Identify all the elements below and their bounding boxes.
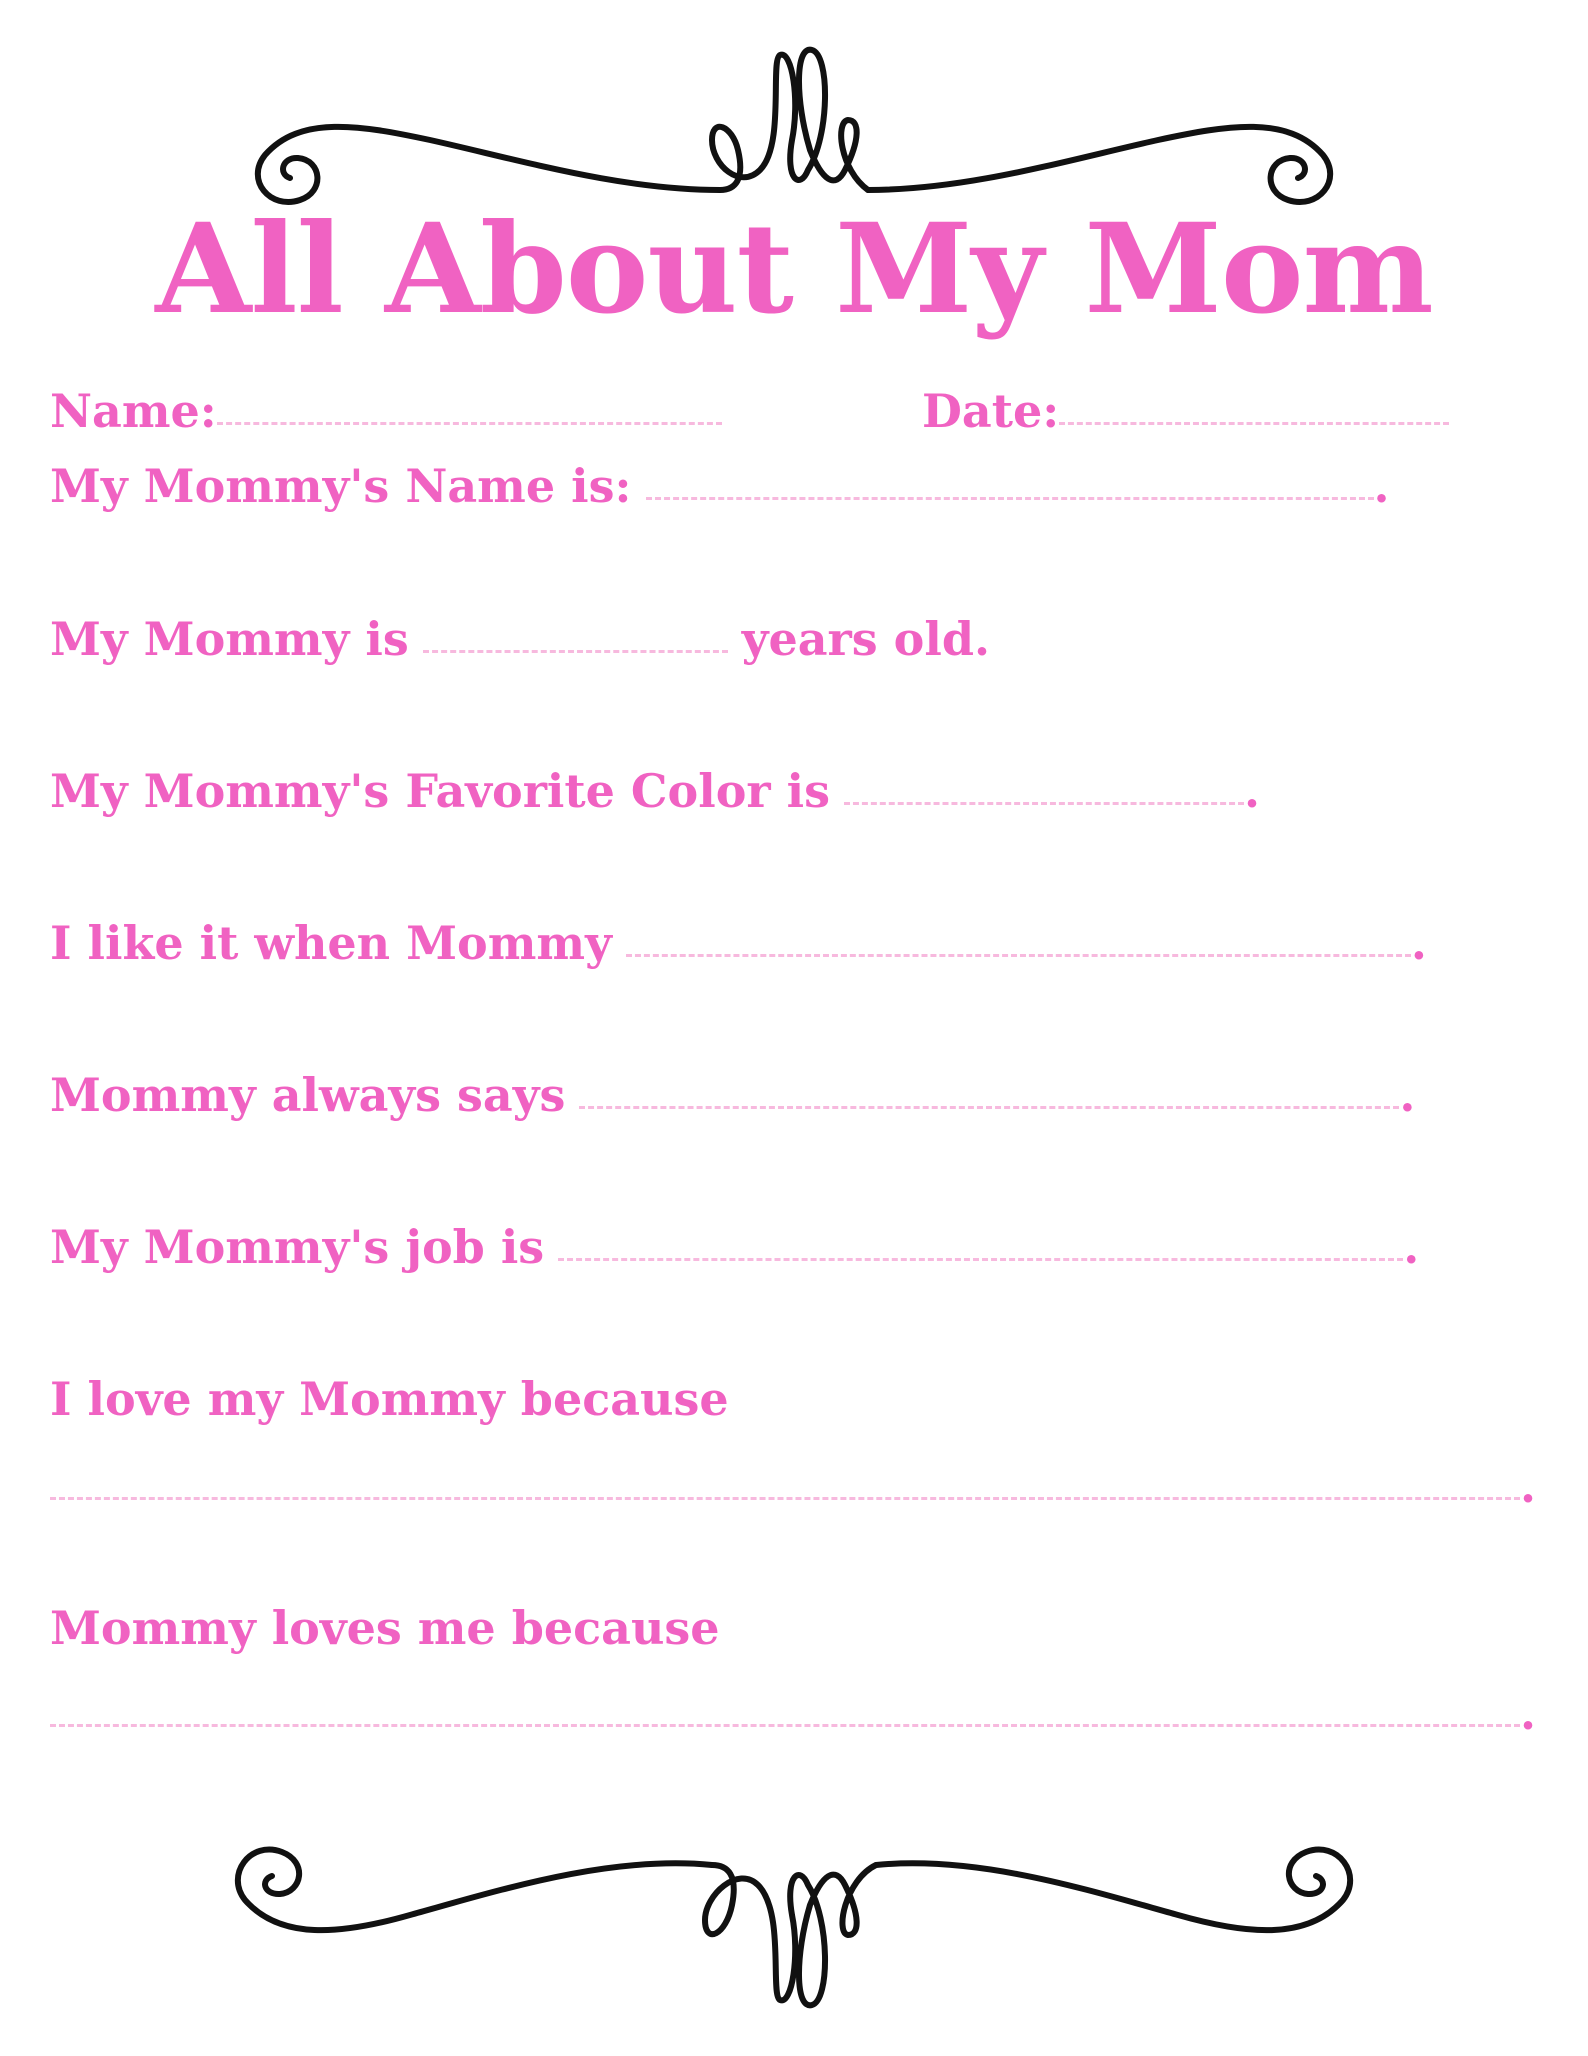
prompt-mommy-name [50, 459, 1390, 513]
answer-blank[interactable] [579, 1105, 1399, 1109]
answer-line-loves-me-because [50, 1686, 1537, 1740]
date-blank[interactable] [1059, 421, 1449, 425]
prompt-always-says [50, 1068, 1416, 1122]
name-field-row [50, 384, 722, 438]
prompt-end: . [1520, 1459, 1537, 1513]
prompt-end: . [1244, 764, 1261, 818]
prompt-favorite-color [50, 764, 1261, 818]
date-label: Date: [922, 384, 1060, 438]
prompt-love-because [50, 1372, 729, 1426]
prompt-loves-me-because [50, 1601, 720, 1655]
prompt-text: Mommy always says [50, 1068, 566, 1122]
prompt-text: I love my Mommy because [50, 1372, 729, 1426]
prompt-end: . [1403, 1220, 1420, 1274]
prompt-end: . [1520, 1686, 1537, 1740]
prompt-end: . [1410, 916, 1427, 970]
flourish-top-icon [0, 40, 1588, 220]
page-title: All About My Mom [155, 197, 1433, 342]
prompt-text: Mommy loves me because [50, 1601, 720, 1655]
answer-line-love-because [50, 1459, 1537, 1513]
flourish-bottom-icon [0, 1810, 1588, 2010]
answer-blank[interactable] [50, 1723, 1520, 1727]
prompt-text: I like it when Mommy [50, 916, 612, 970]
name-label: Name: [50, 384, 217, 438]
prompt-end: years old. [741, 612, 991, 666]
prompt-end: . [1399, 1068, 1416, 1122]
prompt-text: My Mommy is [50, 612, 409, 666]
prompt-text: My Mommy's Favorite Color is [50, 764, 831, 818]
prompt-mommy-job [50, 1220, 1420, 1274]
prompt-end: . [1373, 459, 1390, 513]
prompt-mommy-age [50, 612, 991, 666]
prompt-text: My Mommy's job is [50, 1220, 545, 1274]
answer-blank[interactable] [50, 1496, 1520, 1500]
answer-blank[interactable] [558, 1257, 1403, 1261]
answer-blank[interactable] [646, 496, 1374, 500]
answer-blank[interactable] [844, 801, 1244, 805]
prompt-text: My Mommy's Name is: [50, 459, 632, 513]
date-field-row [922, 384, 1449, 438]
answer-blank[interactable] [423, 649, 728, 653]
prompt-like-when [50, 916, 1427, 970]
name-blank[interactable] [217, 421, 722, 425]
answer-blank[interactable] [626, 953, 1411, 957]
